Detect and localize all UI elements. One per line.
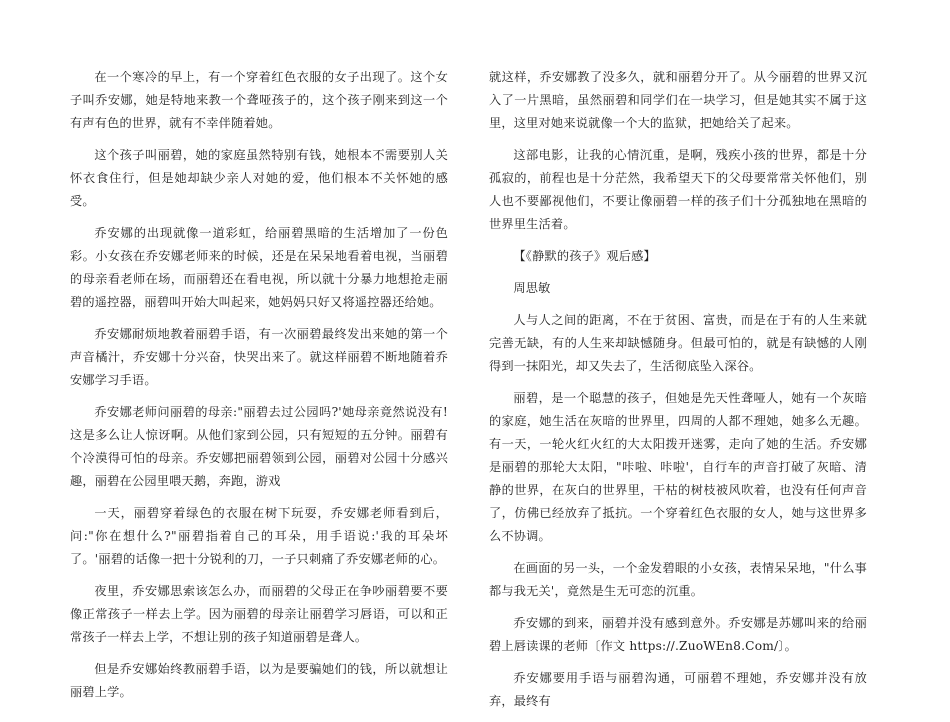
paragraph: 丽碧，是一个聪慧的孩子，但她是先天性聋哑人，她有一个灰暗的家庭，她生活在灰暗的世界里，四周的人都不理她，她多么无趣。有一天，一轮火红火红的大太阳拨开迷雾，走向了她的生活。乔安娜是丽碧的那轮大太阳，"咔啦、咔啦'，自行车的声音打破了灰暗、清静的世界，在灰白的世界里，干枯的树枝被风吹着，也没有任何声音了，仿佛已经放弃了抵抗。一个穿着红色衣服的女人，她与这世界多么不协调。 (489, 391, 867, 543)
paragraph: 乔安娜老师问丽碧的母亲:"丽碧去过公园吗?'她母亲竟然说没有! 这是多么让人惊讶啊。从他们家到公园，只有短短的五分钟。丽碧有个冷漠得可怕的母亲。乔安娜把丽碧领到公园，丽碧对公园十分感兴趣，丽碧在公园里喂天鹅，奔跑，游戏 (70, 405, 448, 488)
paragraph: 就这样，乔安娜教了没多久，就和丽碧分开了。从今丽碧的世界又沉入了一片黑暗，虽然丽碧和同学们在一块学习，但是她其实不属于这里，这里对她来说就像一个大的监狱，把她给关了起来。 (489, 70, 867, 130)
paragraph: 【《静默的孩子》观后感】 (513, 249, 656, 263)
left-column (70, 66, 448, 713)
paragraph: 一天，丽碧穿着绿色的衣服在树下玩耍，乔安娜老师看到后，问:"你在想什么?"丽碧指着自己的耳朵，用手语说:'我的耳朵坏了。'丽碧的话像一把十分锐利的刀，一子只刺痛了乔安娜老师的心。 (70, 506, 448, 566)
paragraph: 周思敏 (513, 281, 551, 295)
paragraph: 乔安娜耐烦地教着丽碧手语，有一次丽碧最终发出来她的第一个声音橘汁，乔安娜十分兴奋，快哭出来了。就这样丽碧不断地随着乔安娜学习手语。 (70, 327, 448, 387)
paragraph: 在一个寒冷的早上，有一个穿着红色衣服的女子出现了。这个女子叫乔安娜，她是特地来教一个聋哑孩子的，这个孩子刚来到这一个有声有色的世界，就有不幸伴随着她。 (70, 70, 448, 130)
paragraph: 乔安娜的出现就像一道彩虹，给丽碧黑暗的生活增加了一份色彩。小女孩在乔安娜老师来的时候，还是在呆呆地看着电视，当丽碧的母亲看老师在场，而丽碧还在看电视，所以就十分暴力地想抢走丽碧的遥控器，丽碧叫开始大叫起来，她妈妈只好又将遥控器还给她。 (70, 226, 448, 309)
paragraph: 人与人之间的距离，不在于贫困、富贵，而是在于有的人生来就完善无缺，有的人生来却缺憾随身。但最可怕的，就是有缺憾的人刚得到一抹阳光，却又失去了，生活彻底坠入深谷。 (489, 313, 867, 373)
paragraph: 这个孩子叫丽碧，她的家庭虽然特别有钱，她根本不需要别人关怀衣食住行，但是她却缺少亲人对她的爱，他们根本不关怀她的感受。 (70, 148, 448, 208)
paragraph: 乔安娜的到来，丽碧并没有感到意外。乔安娜是苏娜叫来的给丽碧上唇读课的老师〔作文 https://.ZuoWEn8.Com/〕。 (489, 616, 867, 653)
paragraph: 这部电影，让我的心情沉重，是啊，残疾小孩的世界，都是十分孤寂的，前程也是十分茫然，我希望天下的父母要常常关怀他们，别人也不要鄙视他们，不要让像丽碧一样的孩子们十分孤独地在黑暗的世界里生活着。 (489, 148, 867, 231)
paragraph: 但是乔安娜始终教丽碧手语，以为是要骗她们的钱，所以就想让丽碧上学。 (70, 662, 448, 699)
paragraph: 乔安娜要用手语与丽碧沟通，可丽碧不理她，乔安娜并没有放弃，最终有 (489, 671, 867, 708)
paragraph: 夜里，乔安娜思索该怎么办，而丽碧的父母正在争吵丽碧要不要像正常孩子一样去上学。因为丽碧的母亲让丽碧学习唇语，可以和正常孩子一样去上学，不想让别的孩子知道丽碧是聋人。 (70, 584, 448, 644)
paragraph: 在画面的另一头，一个金发碧眼的小女孩，表情呆呆地，"什么事都与我无关'，竟然是生无可恋的沉重。 (489, 561, 867, 598)
right-column (489, 66, 867, 722)
